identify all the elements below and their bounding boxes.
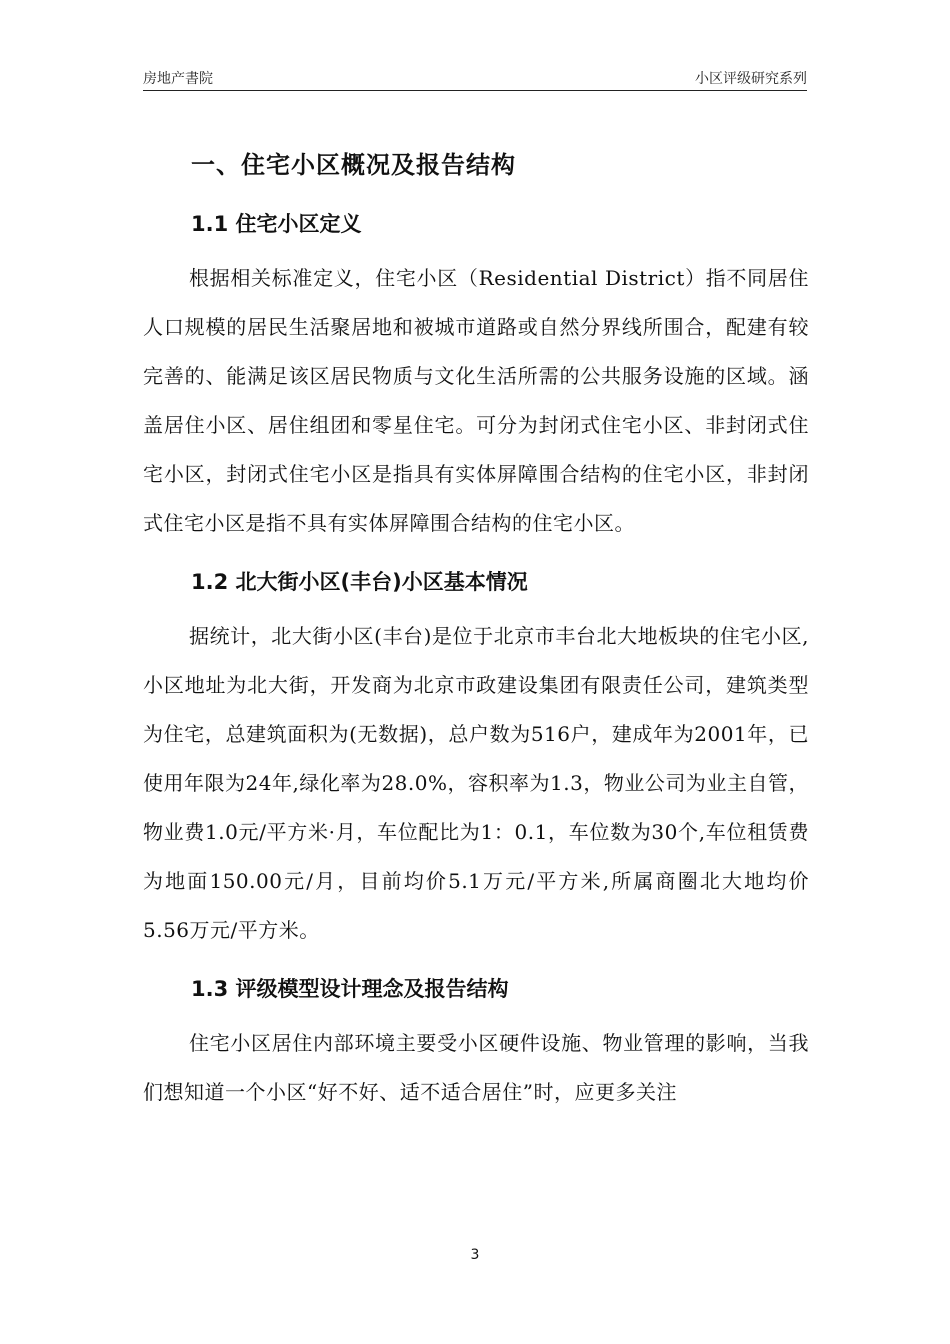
page-number: 3 <box>470 1247 480 1263</box>
paragraph-definition: 根据相关标准定义，住宅小区（Residential District）指不同居住人口规模的居民生活聚居地和被城市道路或自然分界线所围合，配建有较完善的、能满足该区居民物质与文化生活所需的公共服务设施的区域。涵盖居住小区、居住组团和零星住宅。可分为封闭式住宅小区、非封闭式住宅小区，封闭式住宅小区是指具有实体屏障围合结构的住宅小区，非封闭式住宅小区是指不具有实体屏障围合结构的住宅小区。 <box>143 266 809 535</box>
document-body <box>143 140 809 1117</box>
page-header <box>143 64 807 91</box>
paragraph-basic-info: 据统计，北大街小区(丰台)是位于北京市丰台北大地板块的住宅小区,小区地址为北大街，开发商为北京市政建设集团有限责任公司，建筑类型为住宅，总建筑面积为(无数据)，总户数为516户，建成年为2001年，已使用年限为24年,绿化率为28.0%，容积率为1.3，物业公司为业主自管，物业费1.0元/平方米·月，车位配比为1：0.1，车位数为30个,车位租赁费为地面150.00元/月，目前均价5.1万元/平方米,所属商圈北大地均价5.56万元/平方米。 <box>143 624 809 942</box>
paragraph-rating-model: 住宅小区居住内部环境主要受小区硬件设施、物业管理的影响，当我们想知道一个小区“好不好、适不适合居住”时，应更多关注 <box>143 1031 809 1104</box>
subsection-heading-1-2: 1.2 北大街小区(丰台)小区基本情况 <box>191 570 528 594</box>
subsection-heading-1-1: 1.1 住宅小区定义 <box>191 212 362 236</box>
section-title: 一、住宅小区概况及报告结构 <box>191 151 516 179</box>
subsection-heading-1-3: 1.3 评级模型设计理念及报告结构 <box>191 977 509 1001</box>
header-right-text: 小区评级研究系列 <box>695 71 807 87</box>
header-left-text: 房地产書院 <box>143 71 213 87</box>
